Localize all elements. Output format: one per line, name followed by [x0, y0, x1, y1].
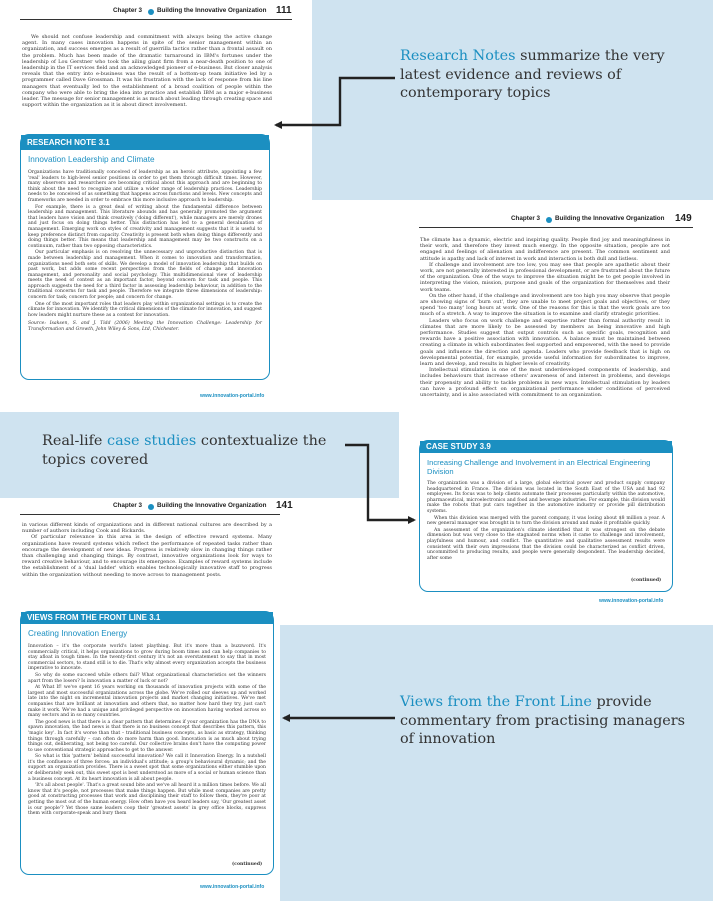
box-paragraph: When this division was merged with the parent company, it was losing about $8 million a year. A new general manager was brought in to turn the division around and make it profitable quickly.	[427, 515, 665, 527]
box-title: Innovation Leadership and Climate	[28, 155, 155, 164]
caption-text: summarize the very latest evidence and reviews of contemporary topics	[400, 48, 665, 101]
box-paragraph: The organization was a division of a large, global electrical power and product supply company headquartered in France. The division was located in the South East of the USA and had 92 employees. Its focus was to help clients automate their processes particularly within the automotive, pharmaceutical, microelectronics and food and beverage industries. For example, this division would make the robots that put cars together in the automotive industry or provide pill distribution systems.	[427, 481, 665, 514]
page-paragraph: Intellectual stimulation is one of the most underdeveloped components of leadership, and includes behaviours that increase others' awareness of and interest in problems, and develops their propensity and ability to tackle problems in new ways. Intellectual stimulation by leaders can have a profound effect on organizational performance under conditions of perceived uncertainty, and is also associated with commitment to an organization.	[420, 367, 670, 399]
chapter-label: Chapter 3	[511, 215, 541, 222]
arrow-research-notes	[276, 78, 395, 125]
box-paragraph: Our particular emphasis is on resolving the unnecessary and unproductive distinction that is made between leadership and management. When it comes to innovation and transformation, organizations need both sets of skills. We develop a model of innovation leadership that builds on past work, but adds some recent perspectives from the fields of change and innovation management, and personality and social psychology. This multidimensional view of leadership meets the need of context as an important factor, beyond concern for task and people. This approach suggests the need for a third factor in assessing leadership behaviour, in addition to the traditional concerns for task and people. Therefore we integrate three dimensions of leadership: concern for task; concern for people; and concern for change.	[28, 250, 262, 301]
page-number: 111	[276, 5, 292, 16]
box-title: Creating Innovation Energy	[28, 629, 128, 638]
chapter-label: Chapter 3	[113, 7, 143, 14]
box-paragraph: One of the most important roles that leaders play within organizational settings is to create the climate for innovation. We identify the critical dimensions of the climate for innovation, and suggest how leaders might nurture these as a context for innovation.	[28, 301, 262, 318]
box-source: Source: Isaksen, S. and J. Tidd (2006) Meeting the Innovation Challenge: Leadership for Transformation and Growth, John Wiley & Sons, Ltd, Chichester.	[28, 321, 262, 333]
box-label: VIEWS FROM THE FRONT LINE 3.1	[21, 612, 273, 624]
box-paragraph: 'It's all about people'. That's a great sound bite and we've all heard it a million times before. We all know that it's people, not processes that make things happen. But while most companies are pretty good at constructing processes that work and disciplining their staff to follow them, they're poor at getting the most out of the human energy. How often have you heard leaders say, 'Our greatest asset is our people'? Yet those same leaders coop their 'greatest assets' in grey office blocks, suppress them with corporate-speak and bury them	[28, 783, 266, 817]
arrow-case-studies	[345, 445, 414, 520]
portal-link[interactable]: www.innovation-portal.info	[200, 884, 265, 890]
box-title: Increasing Challenge and Involvement in an Electrical Engineering Division	[427, 458, 651, 476]
box-paragraph: The good news is that there is a clear pattern that determines if your organization has the DNA to spawn innovation, the bad news is that there is no business concept that describes this pattern, this 'magic key'. In fact it's worse than that – traditional business concepts, as basic as strategy, thinking things through carefully – can often do more harm than good. Innovation is as much about trying things out, deliberating, not being too careful. Our collective brains don't have the computing power to use conventional strategic approaches to get to the answer.	[28, 719, 266, 753]
chapter-label: Chapter 3	[113, 502, 143, 509]
caption-text: provide commentary from practising managers of innovation	[400, 694, 686, 747]
page-text: We should not confuse leadership and commitment with always being the active change agent. In many cases innovation happens in spite of the senior management within an organization, and success emerges as a result of guerrilla tactics rather than a frontal assault on the problem. Much has been made of the dramatic turnaround in IBM's fortunes under the leadership of Lou Gerstner who took the ailing giant firm from a near-death position to one of leadership in the IT services field and an acknowledged pioneer of e-business. But closer analysis reveals that the entry into e-business was the result of a bottom-up team initiative led by a programmer called Dave Grossman. It was his frustration with the lack of response from his line managers that eventually led to the establishment of a broad coalition of people within the company who were able to bring the idea into practice and establish IBM as a major e-business leader. The message for senior management is as much about leading through creating space and support within the organization as it is about direct involvement.	[22, 34, 272, 109]
box-label: RESEARCH NOTE 3.1	[21, 135, 269, 150]
caption-highlight: case studies	[107, 433, 197, 449]
box-paragraph: Innovation – it's the corporate world's latest plaything. But it's more than a buzzword. It's commercially critical, it helps organizations to grow during boom times and can help companies to stay afloat in tough times. In the twenty-first century it's not an overstatement to say that in most commercial sectors, to stand still is to die. That's why almost every organization accepts the business imperative to innovate.	[28, 644, 266, 672]
box-label: CASE STUDY 3.9	[420, 441, 672, 453]
portal-link[interactable]: www.innovation-portal.info	[200, 393, 265, 399]
page-number: 149	[675, 213, 692, 224]
caption-highlight: Views from the Front Line	[400, 694, 592, 710]
continued-label: (continued)	[631, 578, 662, 583]
box-paragraph: So what is this 'pattern' behind successful innovation? We call it Innovation Energy. In a nutshell it's the confluence of three forces: an individual's attitude; a group's behavioural dynamic; and the support an organization provides. There is a sweet spot that some organizations either stumble upon or deliberately seek out, this sweet spot is best understood as more of a social or human science than a business concept. At its heart innovation is all about people.	[28, 754, 266, 782]
box-paragraph: An assessment of the organization's climate identified that it was strongest on the debate dimension but was very close to the stagnated norms when it came to challenge and involvement, playfulness and humour, and conflict. The quantitative and qualitative assessment results were consistent with their own impressions that the division could be characterized as conflict driven, uncommitted to producing results, and people were generally despondent. The leadership decided, after some	[427, 527, 665, 561]
page-paragraph: On the other hand, if the challenge and involvement are too high you may observe that people are showing signs of 'burn out', they are unable to meet project goals and objectives, or they spend 'too many' long hours at work. One of the reasons for this is that the work goals are too much of a stretch. A way to improve the situation is to examine and clarify strategic priorities.	[420, 292, 670, 318]
page-paragraph: The climate has a dynamic, electric and inspiring quality. People find joy and meaningfulness in their work, and therefore they invest much energy. In the opposite situation, people are not engaged and feelings of alienation and indifference are present. The common sentiment and attitude is apathy and lack of interest in work and interaction is both dull and listless.	[420, 237, 670, 262]
page-paragraph: Leaders who focus on work challenge and expertise rather than formal authority result in climates that are more likely to be assessed by members as being innovative and high performance. Studies suggest that output controls such as specific goals, recognition and rewards have a positive association with innovation. A balance must be maintained between creating a climate in which subordinates feel supported and empowered, with the need to provide goals and influence the direction and agenda. Leaders who provide feedback that is high on developmental potential, for example, provide useful information for subordinates to improve, learn and develop, and results in higher levels of creativity.	[420, 317, 670, 368]
page-paragraph: Of particular relevance in this area is the design of effective reward systems. Many organizations have reward systems which reflect the performance of repeated tasks rather than encourage the development of new ideas. Progress is relatively slow in changing things rather than challenging and changing things. By contrast, innovative organizations look for ways to reward creative behaviour, and to encourage its emergence. Examples of reward systems include the establishment of a 'dual ladder' which enables technologically innovative staff to progress within the organization without needing to move across to management posts.	[22, 534, 272, 578]
chapter-title: Building the Innovative Organization	[555, 215, 665, 222]
box-paragraph: So why do some succeed while others fail? What organizational characteristics set the winners apart from the losers? Is innovation a matter of luck or not?	[28, 672, 266, 684]
chapter-title: Building the Innovative Organization	[157, 7, 267, 14]
page-paragraph: If challenge and involvement are too low, you may see that people are apathetic about their work, are not generally interested in professional development, or are frustrated about the future of the organization. One of the ways to improve the situation might be to get people involved in interpreting the vision, mission, purpose and goals of the organization for themselves and their work teams.	[420, 261, 670, 293]
page-paragraph: in various different kinds of organizations and in different national cultures are described by a number of authors including Cook and Rickards.	[22, 522, 272, 535]
caption-lead: Real-life	[42, 433, 108, 449]
box-paragraph: For example, there is a great deal of writing about the fundamental difference between leadership and management. This literature abounds and has generally promoted the argument that leaders have vision and think creatively ('doing different'), while managers are merely drones and just focus on doing things better. This distinction has led to a general devaluation of management. Emerging work on styles of creativity and management suggests that it is useful to keep preference distinct from capacity. Creativity is present both when doing things differently and doing things better. This means that leadership and management may be two constructs on a continuum, rather than two opposing characteristics.	[28, 204, 262, 249]
box-paragraph: Organizations have traditionally conceived of leadership as an heroic attribute, appointing a few 'real' leaders to high-level senior positions in order to get them through difficult times. However, many observers and researchers are becoming critical about this approach and are beginning to think about the need to recognize and utilize a wider range of leadership practices. Leadership needs to be conceived of as something that happens across functions and levels. New concepts and frameworks are needed in order to embrace this more inclusive approach to leadership.	[28, 170, 262, 203]
portal-link[interactable]: www.innovation-portal.info	[599, 598, 664, 604]
continued-label: (continued)	[232, 862, 263, 867]
chapter-title: Building the Innovative Organization	[157, 502, 267, 509]
caption-text: contextualize the topics covered	[42, 433, 327, 468]
box-paragraph: At What If! we've spent 16 years working on thousands of innovation projects with some of the largest and most successful organizations across the globe. We've rolled our sleeves up and worked late into the night on incremental innovation projects and market changing initiatives. We've met companies that are brilliant at innovation and others that, no matter how hard they try, just can't make it work. We've had a unique and privileged perspective on innovation having worked across so many sectors and in so many countries.	[28, 685, 266, 719]
page-number: 141	[276, 500, 293, 511]
caption-highlight: Research Notes	[400, 48, 516, 64]
